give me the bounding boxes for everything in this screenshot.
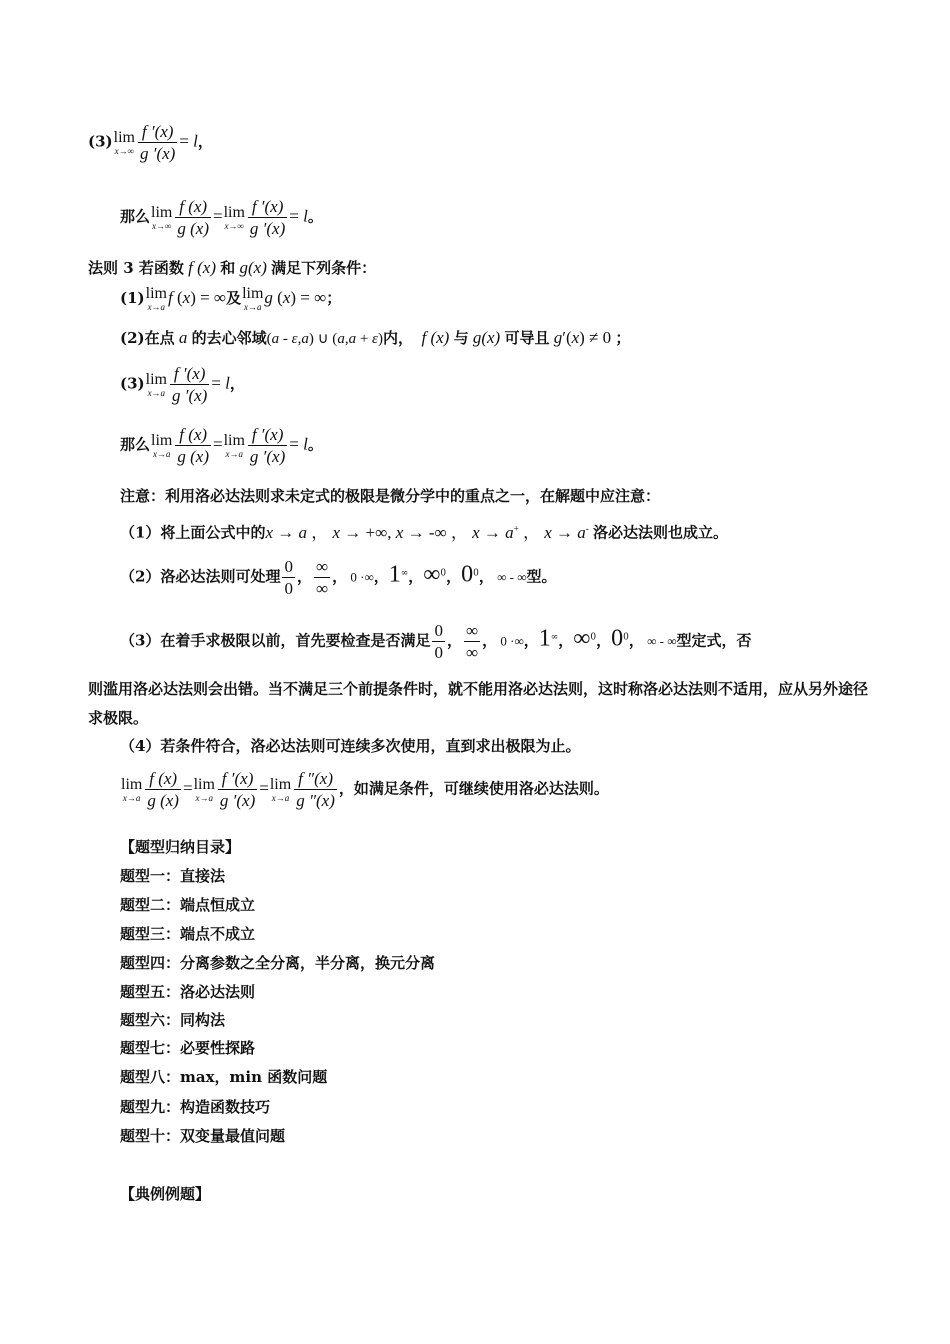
lim-operator: lim x→∞	[113, 128, 135, 156]
rule3-conclusion: 那么 lim x→a $\frac{f (x)}{g (x)}$ = lim x→a $\frac{f '(x)}{g '(x)}$ = l。	[120, 425, 323, 466]
note-item-1: （1）将上面公式中的x → a ， x → +∞, x → -∞ ， x → a+ ， x → a- 洛必达法则也成立。	[120, 522, 729, 542]
list-item: 题型七：必要性探路	[120, 1039, 256, 1057]
list-item: 题型一：直接法	[120, 867, 226, 885]
list-item: 题型五：洛必达法则	[120, 983, 256, 1001]
rule3-cond3: (3) lim x→a $\frac{f '(x)}{g '(x)}$ = l，	[120, 364, 245, 405]
rule3-cond2: (2)在点 a 的去心邻域(a - ε,a) ∪ (a,a + ε)内， f (x) 与 g(x) 可导且 g′(x) ≠ 0 ；	[120, 328, 631, 347]
repeated-lhopital-formula: lim x→a $\frac{f (x)}{g (x)}$ = lim x→a $\frac{f '(x)}{g '(x)}$ = lim x→a $\frac{f ''(x)}{g ''(x)}$ ，如满足条件，可继续使用洛必达法则。	[121, 769, 609, 810]
note-title: 注意：利用洛必达法则求未定式的极限是微分学中的重点之一，在解题中应注意：	[120, 487, 661, 505]
note-item-2: （2）洛必达法则可处理 $\frac{0}{0}$ ， ∞ ∞ ， 0 ·∞，1∞，∞$^0$，$0^0$， ∞ - ∞型。	[120, 557, 557, 598]
list-item: 题型六：同构法	[120, 1011, 226, 1029]
list-item: 题型十：双变量最值问题	[120, 1127, 286, 1145]
rule3-intro: 法则 3 若函数 f (x) 和 g(x) 满足下列条件：	[88, 258, 377, 277]
list-item: 题型九：构造函数技巧	[120, 1098, 271, 1116]
note-item-3: （3）在着手求极限以前，首先要检查是否满足 $\frac{0}{0}$ ， ∞ ∞ ， 0 ·∞，1∞，∞$^0$，$0^0$， ∞ - ∞型定式，否	[120, 621, 752, 662]
rule3-cond1: (1) lim x→a f (x) = ∞及 lim x→a g (x) = ∞；	[120, 285, 342, 312]
examples-heading: 【典例例题】	[120, 1185, 211, 1203]
note-item-3-continued: 则滥用洛必达法则会出错。当不满足三个前提条件时，就不能用洛必达法则，这时称洛必达法则不适用，应从另外途径求极限。	[88, 680, 869, 727]
note-item-4: （4）若条件符合，洛必达法则可连续多次使用，直到求出极限为止。	[120, 737, 581, 755]
list-item: 题型四：分离参数之全分离，半分离，换元分离	[120, 954, 436, 972]
list-item: 题型二：端点恒成立	[120, 896, 256, 914]
rule2-conclusion: 那么 lim x→∞ $\frac{f (x)}{g (x)}$ = lim x→∞ $\frac{f '(x)}{g '(x)}$ = l。	[120, 197, 323, 238]
fraction: $\frac{f '(x)}{g '(x)}$	[139, 122, 176, 163]
list-item: 题型三：端点不成立	[120, 925, 256, 943]
catalog-heading: 【题型归纳目录】	[120, 838, 241, 856]
list-item: 题型八：max，min 函数问题	[120, 1068, 328, 1086]
rule2-cond3: (3) lim x→∞ $\frac{f '(x)}{g '(x)}$ = l，	[88, 122, 213, 163]
